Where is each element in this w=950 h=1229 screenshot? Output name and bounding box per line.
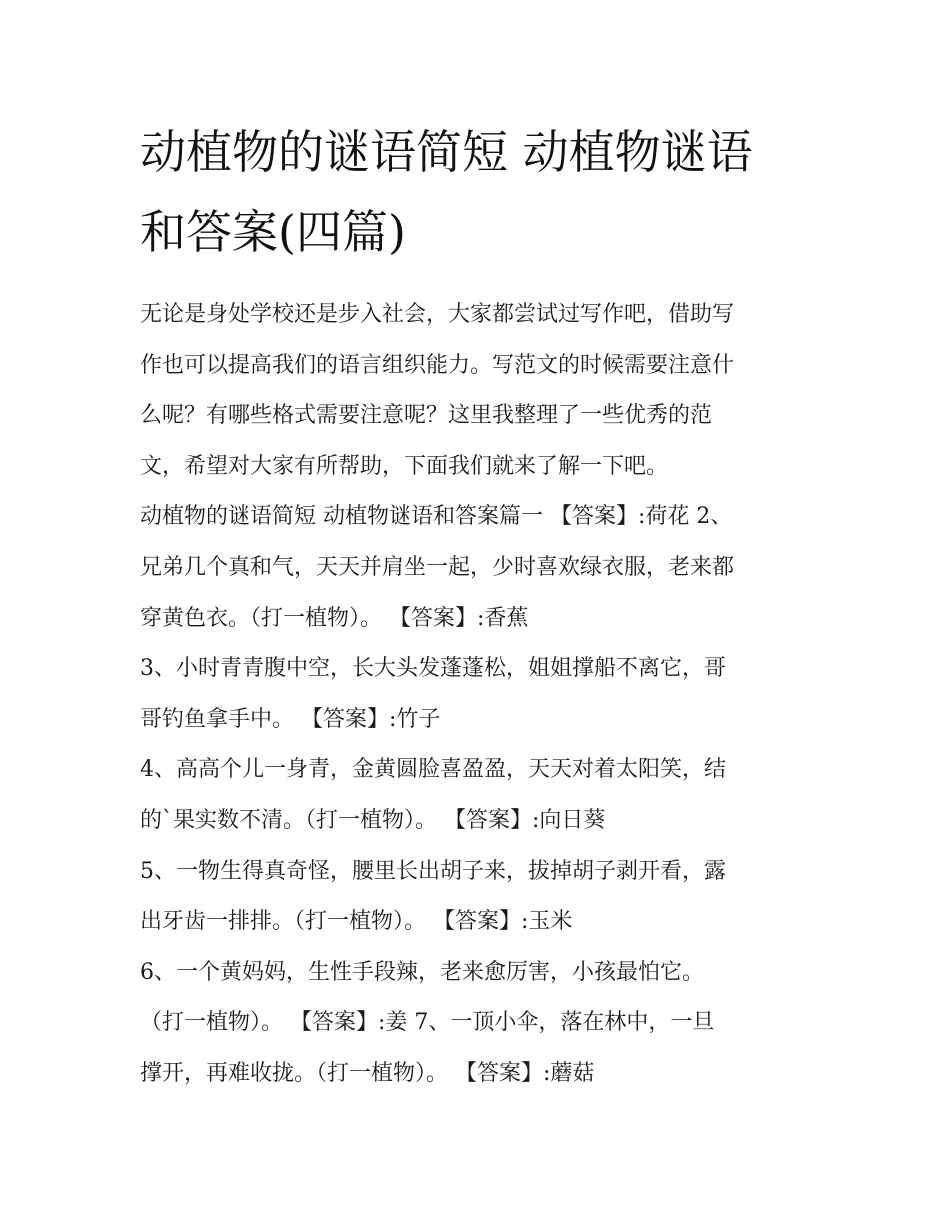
body-line: 么呢？有哪些格式需要注意呢？这里我整理了一些优秀的范: [140, 403, 713, 429]
body-line: （打一植物）。 【答案】:姜 7、一顶小伞，落在林中，一旦: [140, 1010, 715, 1036]
document-title: [140, 112, 820, 272]
body-line: 5、一物生得真奇怪，腰里长出胡子来，拔掉胡子剥开看，露: [140, 858, 726, 884]
body-line: 兄弟几个真和气，天天并肩坐一起，少时喜欢绿衣服，老来都: [140, 554, 735, 580]
body-line: 6、一个黄妈妈，生性手段辣，老来愈厉害，小孩最怕它。: [140, 959, 704, 985]
body-line: 文，希望对大家有所帮助，下面我们就来了解一下吧。: [140, 453, 669, 479]
title-line: 动植物的谜语简短 动植物谜语: [140, 125, 753, 179]
body-line: 出牙齿一排排。（打一植物）。 【答案】:玉米: [140, 909, 573, 935]
body-line: 4、高高个儿一身青，金黄圆脸喜盈盈，天天对着太阳笑，结: [140, 757, 726, 783]
body-line: 的`果实数不清。（打一植物）。 【答案】:向日葵: [140, 807, 606, 833]
body-line: 穿黄色衣。（打一植物）。 【答案】:香蕉: [140, 605, 529, 631]
body-line: 3、小时青青腹中空，长大头发蓬蓬松，姐姐撑船不离它，哥: [140, 656, 726, 682]
body-line: 无论是身处学校还是步入社会，大家都尝试过写作吧，借助写: [140, 302, 735, 327]
body-line: 动植物的谜语简短 动植物谜语和答案篇一 【答案】:荷花 2、: [140, 504, 733, 530]
title-line: 和答案(四篇): [140, 205, 406, 259]
body-line: 作也可以提高我们的语言组织能力。写范文的时候需要注意什: [140, 352, 735, 378]
body-line: 哥钓鱼拿手中。 【答案】:竹子: [140, 706, 441, 732]
document-page: [140, 112, 820, 1100]
body-line: 撑开，再难收拢。（打一植物）。 【答案】:蘑菇: [140, 1060, 595, 1086]
document-body: [140, 290, 820, 1100]
